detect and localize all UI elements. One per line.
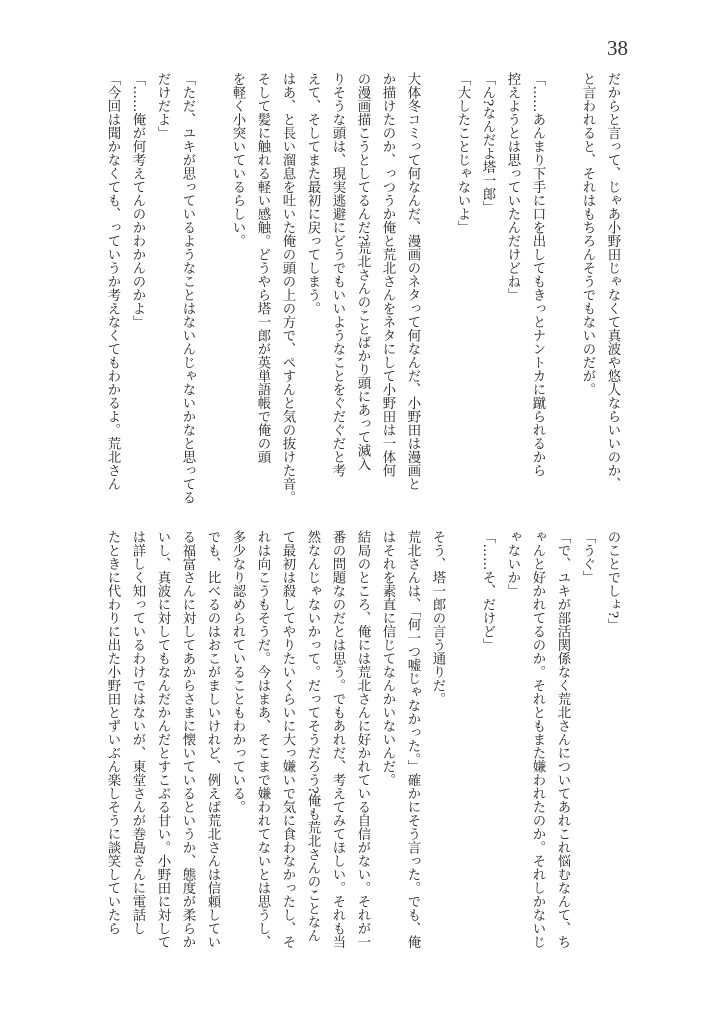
- text-line: 「で、ユキが部活関係なく荒北さんについてあれこれ悩むなんて、ち: [555, 530, 570, 949]
- text-line: りそうな頭は、現実逃避にどうでもいいようなことをぐだぐだと考: [330, 72, 345, 477]
- text-line: と言われると、それはもちろんそうでもないのだが。: [580, 72, 595, 396]
- text-block-lower: [100, 530, 625, 960]
- text-line: 多少なり認められていることもわかっている。: [230, 530, 245, 814]
- text-line: 「……あんまり下手に口を出してもきっとナントカに蹴られるから: [530, 72, 545, 477]
- text-line: えて、そしてまた最初に戻ってしまう。: [305, 72, 320, 315]
- text-line: を軽く小突いているらしい。: [230, 72, 245, 248]
- text-line: る福富さんに対してあからさまに懐いているというか、態度が柔らか: [180, 530, 195, 949]
- text-line: 結局のところ、俺には荒北さんに好かれている自信がない。それが一: [355, 530, 370, 949]
- text-line: でも、比べるのはおこがましいけれど、例えば荒北さんは信頼してい: [205, 530, 220, 949]
- text-line: [425, 72, 450, 502]
- text-line: れは向こうもそうだ。今はまあ、そこまで嫌われてないとは思うし、: [255, 530, 270, 949]
- text-line: て最初は殺してやりたいくらいに大っ嫌いで気に食わなかったし、そ: [280, 530, 295, 949]
- text-line: ゃんと好かれてるのか。それともまた嫌われたのか。それしかないじ: [530, 530, 545, 949]
- text-line: 然なんじゃないかって。だってそうだろう?俺も荒北さんのことなん: [305, 530, 320, 943]
- text-line: [450, 530, 475, 960]
- text-line: いし、真波に対してもなんだかんだとすこぶる甘い。小野田に対して: [155, 530, 170, 949]
- text-line: 「大したことじゃないよ」: [455, 72, 470, 234]
- text-block-upper: [100, 72, 625, 502]
- text-line: 「……そ、だけど」: [480, 530, 495, 652]
- text-line: たときに代わりに出た小野田とずいぶん楽しそうに談笑していたら: [105, 530, 120, 935]
- text-line: のことでしょ?」: [605, 530, 620, 632]
- text-line: はあ、と長い溜息を吐いた俺の頭の上の方で、ぺすんと気の抜けた音。: [280, 72, 295, 504]
- text-line: [200, 72, 225, 502]
- text-line: 控えようとは思っていたんだけどね」: [505, 72, 520, 302]
- text-line: 「ただ、ユキが思っているようなことはないんじゃないかなと思ってる: [180, 72, 195, 504]
- text-line: 「……俺が何考えてんのかわかんのかよ」: [130, 72, 145, 329]
- text-line: ゃないか」: [505, 530, 520, 598]
- text-line: 「今回は聞かなくても、っていうか考えなくてもわかるよ。荒北さん: [105, 72, 120, 491]
- text-line: [550, 72, 575, 502]
- text-line: か描けたのか、っつうか俺と荒北さんをネタにして小野田は一体何: [380, 72, 395, 477]
- text-line: そして髪に触れる軽い感触。どうやら塔一郎が英単語帳で俺の頭: [255, 72, 270, 464]
- text-line: だからと言って、じゃあ小野田じゃなくて真波や悠人ならいいのか、: [605, 72, 620, 491]
- text-line: そう、塔一郎の言う通りだ。: [430, 530, 445, 706]
- page-number: 38: [607, 36, 628, 60]
- text-line: は詳しく知っているわけではないが、東堂さんが巻島さんに電話し: [130, 530, 145, 935]
- text-line: はそれを素直に信じてなんかいないんだ。: [380, 530, 395, 787]
- text-line: の漫画描こうとしてるんだ?荒北さんのことばかり頭にあって滅入: [355, 72, 370, 471]
- text-line: 番の問題なのだとは思う。でもあれだ、考えてみてほしい。それも当: [330, 530, 345, 949]
- text-line: 「うぐ」: [580, 530, 595, 584]
- text-line: だけだよ」: [155, 72, 170, 140]
- text-line: 大体冬コミって何なんだ、漫画のネタって何なんだ、小野田は漫画と: [405, 72, 420, 491]
- text-line: 荒北さんは、「何一つ嘘じゃなかった。」確かにそう言った。でも、俺: [405, 530, 420, 949]
- text-line: 「ん?なんだよ塔一郎」: [480, 72, 495, 215]
